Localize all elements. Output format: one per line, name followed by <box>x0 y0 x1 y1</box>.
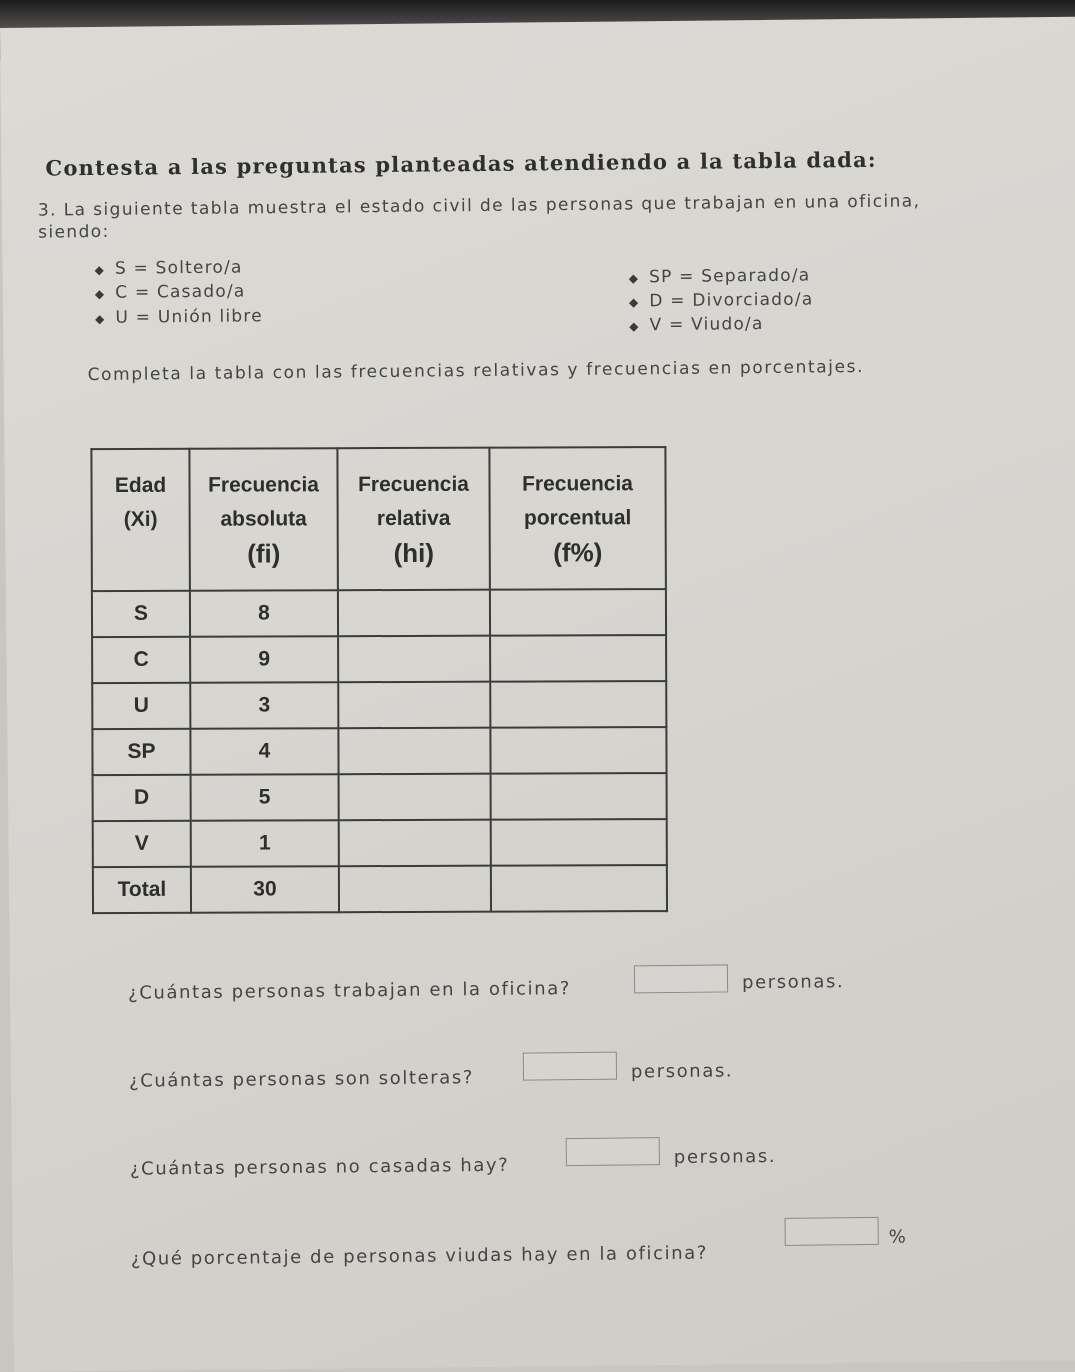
diamond-bullet-icon: ◆ <box>94 286 106 302</box>
cell-frecuencia-porcentual[interactable] <box>490 589 666 636</box>
worksheet-page <box>0 17 1075 1372</box>
cell-frecuencia-porcentual[interactable] <box>490 635 666 682</box>
table-row <box>92 681 666 729</box>
question-no-casadas: ¿Cuántas personas no casadas hay? <box>129 1154 510 1180</box>
answer-unit-percent: % <box>888 1226 908 1248</box>
question-intro: 3. La siguiente tabla muestra el estado civil de las personas que trabajan en una oficina, siendo: <box>37 191 921 243</box>
cell-frecuencia-absoluta: 3 <box>190 682 338 729</box>
cell-estado: S <box>92 591 190 637</box>
cell-frecuencia-porcentual[interactable] <box>490 727 666 774</box>
cell-estado: V <box>93 821 191 867</box>
header-frecuencia-relativa: Frecuencia relativa (hi) <box>337 448 489 591</box>
diamond-bullet-icon: ◆ <box>94 311 106 327</box>
cell-estado: SP <box>92 729 190 775</box>
legend-item-c: ◆ C = Casado/a <box>94 281 246 303</box>
table-row <box>92 635 666 683</box>
cell-frecuencia-porcentual[interactable] <box>491 773 667 820</box>
table-instruction: Completa la tabla con las frecuencias relativas y frecuencias en porcentajes. <box>87 356 865 386</box>
cell-estado: U <box>92 683 190 729</box>
diamond-bullet-icon: ◆ <box>628 295 640 310</box>
header-edad: Edad (Xi) <box>91 449 189 591</box>
cell-frecuencia-relativa[interactable] <box>338 682 490 729</box>
cell-frecuencia-absoluta: 9 <box>190 636 338 683</box>
answer-box-total[interactable] <box>634 964 728 993</box>
cell-estado: Total <box>93 867 191 913</box>
worksheet-title: Contesta a las preguntas planteadas atendiendo a la tabla dada: <box>45 146 877 181</box>
answer-unit: personas. <box>630 1060 734 1083</box>
header-frecuencia-porcentual: Frecuencia porcentual (f%) <box>489 447 665 590</box>
answer-unit: personas. <box>673 1145 777 1169</box>
diamond-bullet-icon: ◆ <box>629 319 640 334</box>
diamond-bullet-icon: ◆ <box>628 271 640 286</box>
cell-frecuencia-relativa[interactable] <box>339 820 491 867</box>
table-total-row <box>93 865 667 913</box>
answer-box-no-casadas[interactable] <box>566 1137 660 1166</box>
table-row <box>92 589 666 637</box>
cell-frecuencia-porcentual[interactable] <box>491 865 667 912</box>
table-header-row <box>91 447 665 591</box>
legend-item-s: ◆ S = Soltero/a <box>94 257 243 279</box>
question-solteras: ¿Cuántas personas son solteras? <box>128 1067 475 1092</box>
answer-unit: personas. <box>741 971 845 994</box>
cell-frecuencia-relativa[interactable] <box>338 636 490 683</box>
cell-frecuencia-relativa[interactable] <box>339 866 491 913</box>
cell-estado: D <box>93 775 191 821</box>
header-frecuencia-absoluta: Frecuencia absoluta (fi) <box>189 448 337 591</box>
table-row <box>93 819 667 867</box>
cell-frecuencia-absoluta: 1 <box>191 820 339 867</box>
cell-frecuencia-absoluta: 30 <box>191 866 339 913</box>
question-porcentaje-viudas: ¿Qué porcentaje de personas viudas hay en la oficina? <box>130 1242 709 1270</box>
cell-frecuencia-absoluta: 4 <box>190 728 338 775</box>
legend-item-u: ◆ U = Unión libre <box>94 306 263 328</box>
cell-frecuencia-absoluta: 8 <box>190 590 338 637</box>
cell-estado: C <box>92 637 190 683</box>
cell-frecuencia-porcentual[interactable] <box>490 681 666 728</box>
cell-frecuencia-relativa[interactable] <box>338 728 490 775</box>
cell-frecuencia-porcentual[interactable] <box>491 819 667 866</box>
legend-item-d: ◆ D = Divorciado/a <box>628 289 814 312</box>
question-total-personas: ¿Cuántas personas trabajan en la oficina? <box>128 978 572 1004</box>
cell-frecuencia-absoluta: 5 <box>191 774 339 821</box>
cell-frecuencia-relativa[interactable] <box>339 774 491 821</box>
table-row <box>93 773 667 821</box>
table-row <box>92 727 666 775</box>
frequency-table <box>90 446 668 914</box>
answer-box-solteras[interactable] <box>523 1052 617 1081</box>
legend-item-v: ◆ V = Viudo/a <box>629 314 764 336</box>
cell-frecuencia-relativa[interactable] <box>338 590 490 637</box>
legend-item-sp: ◆ SP = Separado/a <box>628 265 811 288</box>
answer-box-porcentaje[interactable] <box>785 1217 879 1246</box>
diamond-bullet-icon: ◆ <box>94 262 106 278</box>
